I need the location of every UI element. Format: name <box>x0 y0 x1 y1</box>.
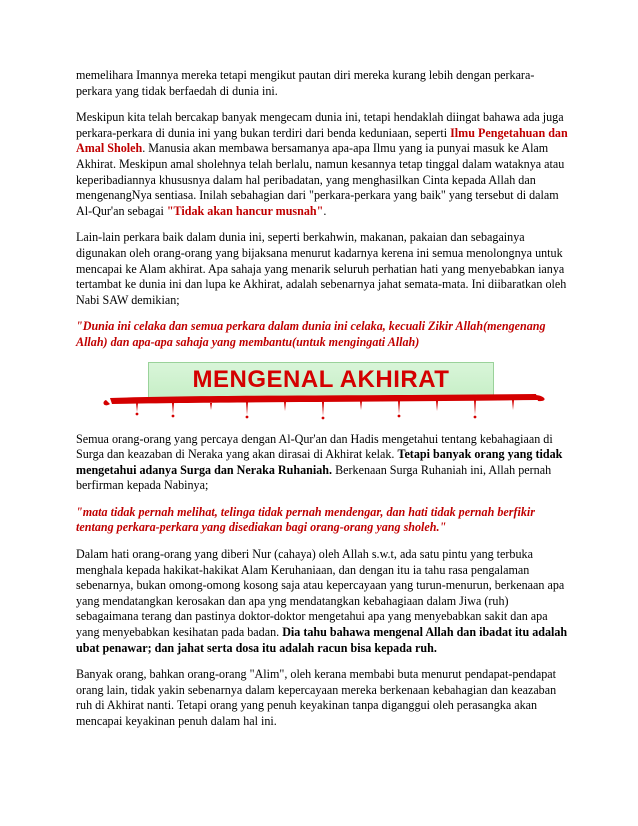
paragraph-2-text-c: . Manusia akan membawa bersamanya apa-apa Ilmu yang ia punyai masuk ke Alam Akhirat. Meskipun amal sholehnya telah berlalu, namun kesannya tetap tinggal dalam wataknya atau keperibadiannya khususnya dalam hal peribadatan, yang menghasilkan Cinta kepada Allah dan mengenangNya sentiasa. Inilah sebahagian dari "perkara-perkara yang baik" yang tersebut di dalam Al-Qur'an sebagai <box>76 141 565 218</box>
paragraph-2-text-a: Meskipun kita telah bercakap banyak mengecam dunia ini, tetapi hendaklah diingat bahawa ada juga perkara-perkara di dunia ini yang bukan terdiri dari benda keduniaan, seperti <box>76 110 564 140</box>
dripping-underline-graphic <box>76 392 568 424</box>
highlight-tidak-hancur: "Tidak akan hancur musnah" <box>166 203 324 218</box>
paragraph-5-text-a: Dalam hati orang-orang yang diberi Nur (cahaya) oleh Allah s.w.t, ada satu pintu yang terbuka menghala kepada hakikat-hakikat Alam Keruhaniaan, dan dengan itu ia tahu rasa pengalaman sebenarnya, bukan omong-omong kosong saja atau kepercayaan yang turun-menurun, berkenaan apa yang mendatangkan kerosakan dan apa yng mendatangkan kebahagiaan dalam Jiwa (ruh) sebagaimana terang dan pastinya doktor-doktor mengetahui apa yang menyebabkan sakit dan apa yang menyebabkan kesihatan pada badan. <box>76 547 565 640</box>
highlight-ilmu: Ilmu Pengetahuan dan Amal Sholeh <box>76 125 568 156</box>
paragraph-6: Banyak orang, bahkan orang-orang "Alim", oleh kerana membabi buta menurut pendapat-pendapat orang lain, tidak yakin sebenarnya dalam kepercayaan mereka berkenaan kebahagian dan keazaban ruh di Akhirat nanti. Tetapi orang yang penuh keyakinan tanpa diganggui oleh perasangka akan mencapai keyakinan penuh dalam hal ini. <box>76 667 557 728</box>
paragraph-4 <box>76 432 568 494</box>
paragraph-3: Lain-lain perkara baik dalam dunia ini, seperti berkahwin, makanan, pakaian dan sebagainya digunakan oleh orang-orang yang bijaksana menurut kadarnya kerena ini semua menolongnya untuk mencapai ke Alam akhirat. Apa sahaja yang menarik seluruh perhatian hati yang menyebabkan ianya tertambat ke dunia ini dan lupa ke Akhirat, adalah sebenarnya jahat semata-mata. Ini diibaratkan oleh Nabi SAW demikian; <box>76 230 567 307</box>
paragraph-4-text-a: Semua orang-orang yang percaya dengan Al-Qur'an dan Hadis mengetahui tentang kebahagiaan di Surga dan keazaban di Neraka yang akan dirasai di Akhirat kelak. <box>76 431 553 462</box>
document-page <box>76 68 568 741</box>
paragraph-1: memelihara Imannya mereka tetapi mengikut pautan diri mereka kurang lebih dengan perkara-perkara yang tidak berfaedah di dunia ini. <box>76 68 535 98</box>
paragraph-5 <box>76 547 568 656</box>
paragraph-2-text-e: . <box>323 203 327 218</box>
section-banner <box>76 362 568 424</box>
banner-title: MENGENAL AKHIRAT <box>192 365 450 393</box>
paragraph-5-bold: Dia tahu bahawa mengenal Allah dan ibadat itu adalah ubat penawar; dan jahat serta dosa itu adalah racun bisa kepada ruh. <box>76 625 568 655</box>
firman-quote: "mata tidak pernah melihat, telinga tidak pernah mendengar, dan hati tidak pernah berfikir tentang perkara-perkara yang disediakan bagi orang-orang yang sholeh." <box>76 504 535 535</box>
paragraph-2 <box>76 110 568 219</box>
paragraph-4-bold: Tetapi banyak orang yang tidak mengetahui adanya Surga dan Neraka Ruhaniah. <box>76 447 563 477</box>
hadith-quote: "Dunia ini celaka dan semua perkara dalam dunia ini celaka, kecuali Zikir Allah(mengenang Allah) dan apa-apa sahaja yang membantu(untuk mengingati Allah) <box>76 319 546 349</box>
paragraph-4-text-c: Berkenaan Surga Ruhaniah ini, Allah pernah berfirman kepada Nabinya; <box>76 462 552 493</box>
